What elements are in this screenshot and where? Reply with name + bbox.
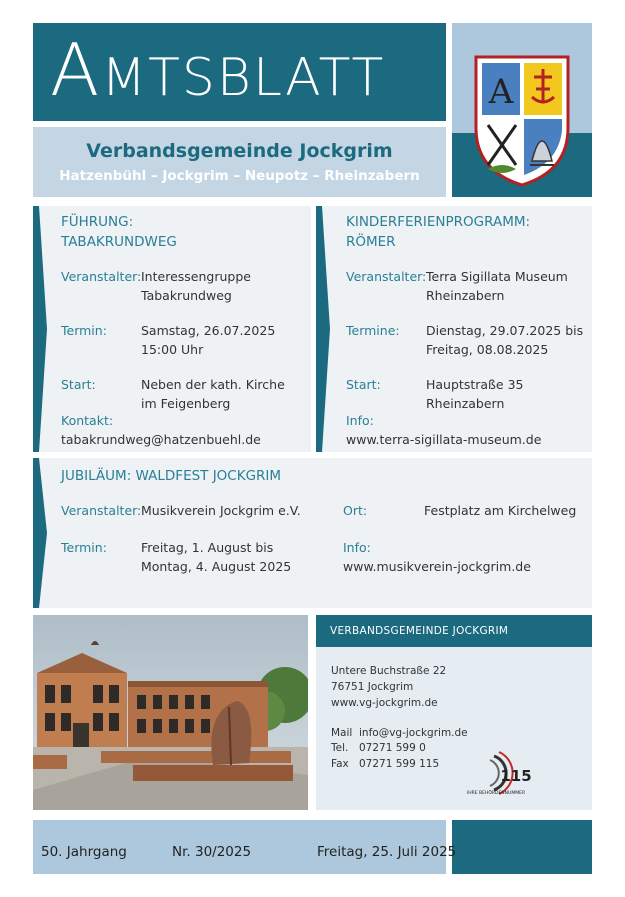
date-value: Freitag, 1. August bis [141,540,274,555]
organizer-value: Interessengruppe [141,269,251,284]
town-hall-photo [33,615,308,810]
date-label: Termin: [61,540,107,555]
chevron-marker-icon [33,206,47,452]
date-value: Samstag, 26.07.2025 [141,323,276,338]
contact-fax: 07271 599 115 [359,758,440,770]
mail-label: Mail [331,727,353,739]
place-value: Festplatz am Kirchelweg [424,503,577,518]
start-label: Start: [61,377,96,392]
organizer-label: Veranstalter: [61,269,142,284]
organizer-value: Rheinzabern [426,288,505,303]
footer-accent [452,820,592,874]
date-value: 15:00 Uhr [141,342,204,357]
svg-text:A: A [488,72,514,112]
start-label: Start: [346,377,381,392]
event-title: RÖMER [346,234,396,250]
badge-number: 115 [500,767,532,785]
organizer-value: Tabakrundweg [141,288,232,303]
chevron-marker-icon [316,206,330,452]
organizer-label: Veranstalter: [346,269,427,284]
organizer-value: Terra Sigillata Museum [426,269,568,284]
date-label: Termine: [346,323,400,338]
event-title: KINDERFERIENPROGRAMM: [346,214,531,230]
event-title: TABAKRUNDWEG [61,234,177,250]
contact-city: 76751 Jockgrim [331,681,414,693]
contact-heading: VERBANDSGEMEINDE JOCKGRIM [330,625,509,637]
start-value: Rheinzabern [426,396,505,411]
date-value: Montag, 4. August 2025 [141,559,292,574]
info-link[interactable]: www.musikverein-jockgrim.de [343,559,531,574]
subtitle-panel [33,127,446,197]
phone-115-icon [456,748,552,796]
event-card-waldfest [33,458,592,608]
organizer-label: Veranstalter: [61,503,142,518]
badge-caption: IHRE BEHÖRDENNUMMER [466,791,526,796]
contact-email: tabakrundweg@hatzenbuehl.de [61,432,261,447]
page-title: AMTSBLATT [50,28,386,112]
info-label: Info: [343,540,371,555]
event-title: JUBILÄUM: WALDFEST JOCKGRIM [61,468,282,484]
event-card-kinderferienprogramm [316,206,592,452]
coat-of-arms-icon [472,53,572,188]
behoerdennummer-115-logo [456,748,552,796]
contact-phone: 07271 599 0 [359,742,426,754]
event-card-tabakrundweg [33,206,311,452]
start-value: Hauptstraße 35 [426,377,524,392]
start-value: Neben der kath. Kirche [141,377,285,392]
organization-name: Verbandsgemeinde Jockgrim [86,140,393,162]
contact-street: Untere Buchstraße 22 [331,665,447,677]
issue-number: Nr. 30/2025 [172,844,252,860]
issue-date: Freitag, 25. Juli 2025 [317,844,457,860]
start-value: im Feigenberg [141,396,231,411]
organizer-value: Musikverein Jockgrim e.V. [141,503,301,518]
contact-website[interactable]: www.vg-jockgrim.de [331,697,438,709]
volume-number: 50. Jahrgang [41,844,127,860]
member-municipalities: Hatzenbühl – Jockgrim – Neupotz – Rheinzabern [59,168,420,184]
date-value: Dienstag, 29.07.2025 bis [426,323,584,338]
info-label: Info: [346,413,374,428]
chevron-marker-icon [33,458,47,608]
contact-email[interactable]: info@vg-jockgrim.de [359,727,468,739]
tel-label: Tel. [331,742,349,754]
event-title: FÜHRUNG: [61,214,134,230]
fax-label: Fax [331,758,349,770]
crest-panel [452,23,592,197]
contact-label: Kontakt: [61,413,114,428]
place-label: Ort: [343,503,368,518]
date-value: Freitag, 08.08.2025 [426,342,549,357]
info-link[interactable]: www.terra-sigillata-museum.de [346,432,542,447]
date-label: Termin: [61,323,107,338]
